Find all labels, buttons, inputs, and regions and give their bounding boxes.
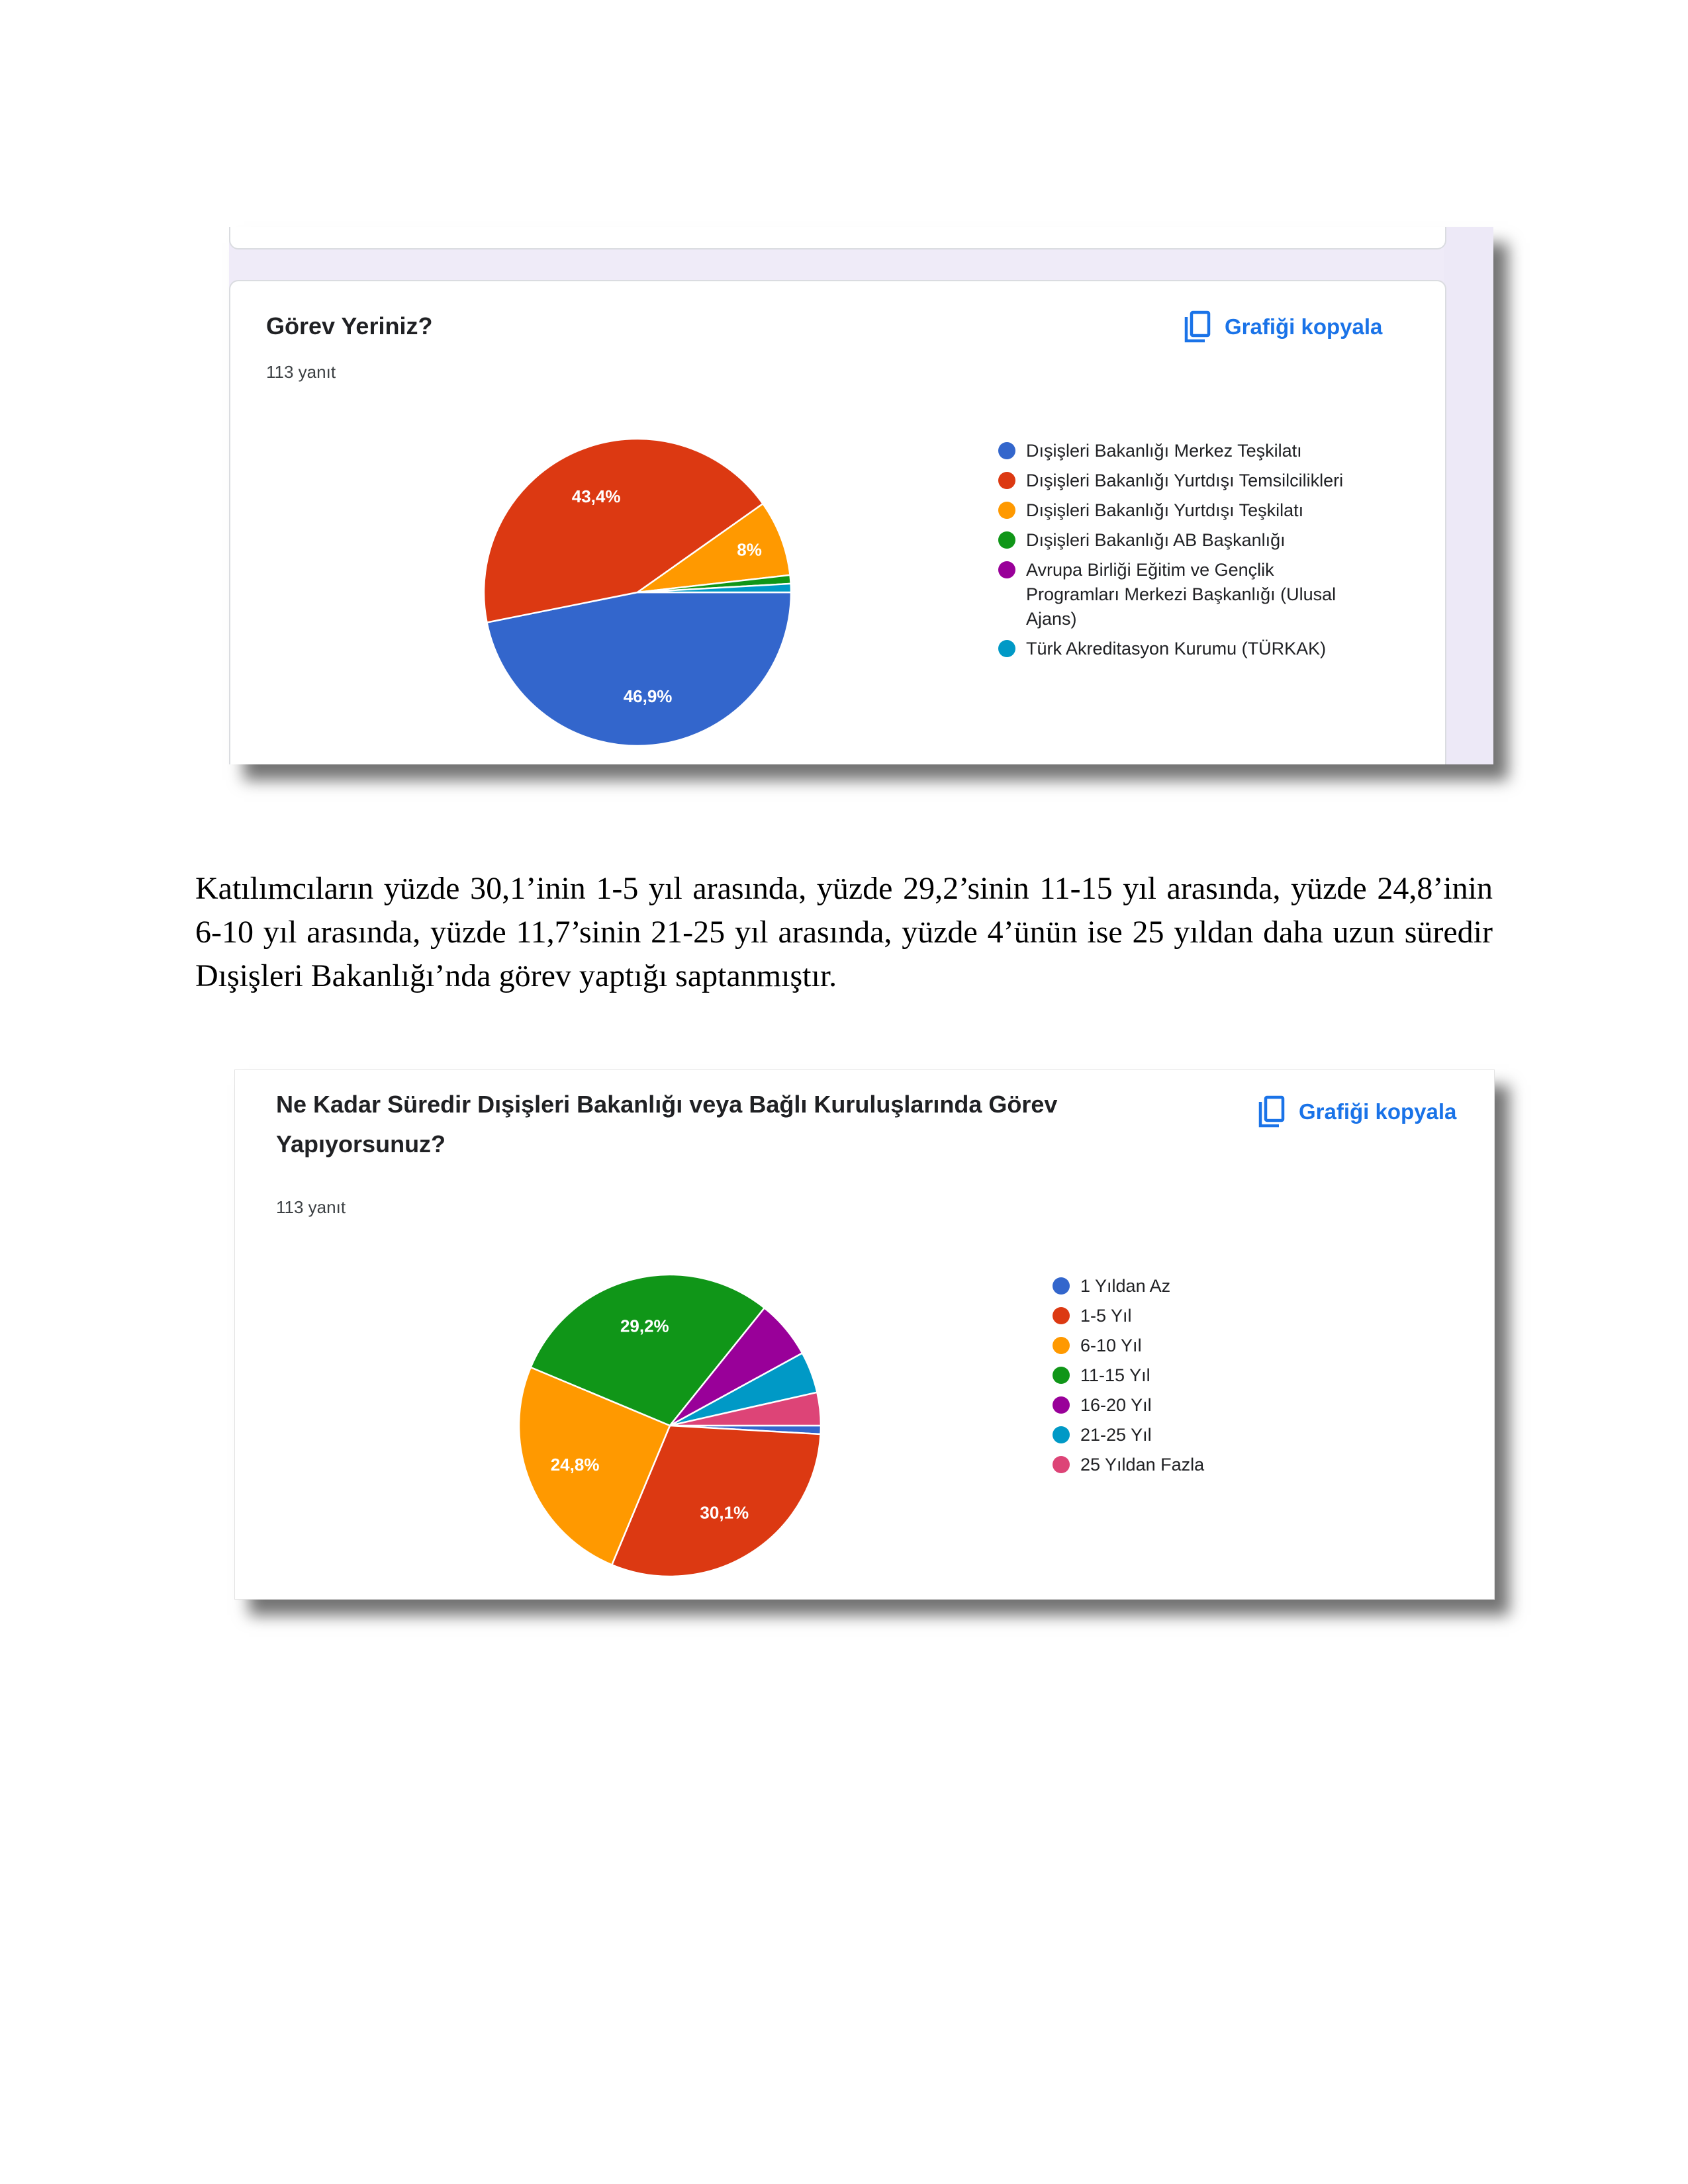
chart-legend bbox=[998, 439, 1369, 666]
form-results-screenshot-1 bbox=[229, 227, 1493, 764]
body-paragraph: Katılımcıların yüzde 30,1’inin 1-5 yıl arasında, yüzde 29,2’sinin 11-15 yıl arasında, yüzde 24,8’inin 6-10 yıl arasında, yüzde 11,7’sinin 21-25 yıl arasında, yüzde 4’ünün ise 25 yıldan daha uzun süredir Dışişleri Bakanlığı’nda görev yaptığı saptanmıştır. bbox=[195, 871, 1493, 993]
copy-chart-button[interactable] bbox=[1184, 310, 1382, 343]
question-title-line-1: Ne Kadar Süredir Dışişleri Bakanlığı veya Bağlı Kuruluşlarında Görev bbox=[276, 1091, 1058, 1118]
legend-swatch bbox=[1053, 1277, 1070, 1295]
legend-swatch bbox=[1053, 1426, 1070, 1443]
legend-swatch bbox=[1053, 1337, 1070, 1354]
legend-label: 6-10 Yıl bbox=[1080, 1336, 1142, 1355]
legend-item-16-20-y-l bbox=[1053, 1393, 1317, 1418]
legend-item-d-sisleri-bakanl-g-ab-baskanl-g bbox=[998, 528, 1369, 553]
legend-label: Avrupa Birliği Eğitim ve Gençlik Programları Merkezi Başkanlığı (Ulusal Ajans) bbox=[1026, 560, 1336, 629]
previous-question-card bbox=[229, 227, 1446, 250]
pie-chart-gorev-suresi bbox=[514, 1270, 825, 1581]
question-title-line-2: Yapıyorsunuz? bbox=[276, 1130, 446, 1158]
legend-label: 1-5 Yıl bbox=[1080, 1306, 1132, 1326]
legend-swatch bbox=[1053, 1396, 1070, 1414]
question-card-gorev-yeri bbox=[229, 280, 1446, 764]
pie-chart-gorev-yeri bbox=[479, 433, 796, 751]
copy-chart-label: Grafiği kopyala bbox=[1299, 1099, 1457, 1124]
legend-label: Dışişleri Bakanlığı Yurtdışı Temsilcilikleri bbox=[1026, 471, 1344, 490]
legend-swatch bbox=[1053, 1456, 1070, 1473]
legend-label: Dışişleri Bakanlığı Merkez Teşkilatı bbox=[1026, 441, 1302, 461]
legend-item-25-y-ldan-fazla bbox=[1053, 1453, 1317, 1477]
legend-swatch bbox=[998, 502, 1015, 519]
legend-label: Dışişleri Bakanlığı AB Başkanlığı bbox=[1026, 530, 1286, 550]
legend-swatch bbox=[998, 640, 1015, 657]
legend-item-11-15-y-l bbox=[1053, 1363, 1317, 1388]
legend-item-1-y-ldan-az bbox=[1053, 1274, 1317, 1298]
copy-icon bbox=[1184, 310, 1213, 343]
question-title: Görev Yeriniz? bbox=[266, 312, 433, 340]
legend-swatch bbox=[1053, 1307, 1070, 1324]
legend-item-21-25-y-l bbox=[1053, 1423, 1317, 1447]
legend-swatch bbox=[1053, 1367, 1070, 1384]
legend-label: 16-20 Yıl bbox=[1080, 1395, 1152, 1415]
legend-item-d-sisleri-bakanl-g-merkez-teskilat bbox=[998, 439, 1369, 463]
legend-swatch bbox=[998, 472, 1015, 489]
pie-slice-d-sisleri-bakanl-g-merkez-teskilat bbox=[487, 592, 791, 746]
response-count: 113 yanıt bbox=[276, 1197, 346, 1217]
pie-data-label: 29,2% bbox=[620, 1316, 669, 1336]
pie-data-label: 8% bbox=[737, 539, 762, 560]
legend-swatch bbox=[998, 561, 1015, 578]
legend-label: 25 Yıldan Fazla bbox=[1080, 1455, 1205, 1475]
legend-swatch bbox=[998, 531, 1015, 549]
scroll-gutter bbox=[1444, 227, 1493, 764]
legend-label: Dışişleri Bakanlığı Yurtdışı Teşkilatı bbox=[1026, 500, 1304, 520]
copy-icon bbox=[1258, 1095, 1287, 1128]
pie-data-label: 43,4% bbox=[571, 486, 621, 507]
legend-label: 1 Yıldan Az bbox=[1080, 1276, 1171, 1296]
chart-legend bbox=[1053, 1274, 1317, 1482]
legend-label: 21-25 Yıl bbox=[1080, 1425, 1152, 1445]
legend-item-1-5-y-l bbox=[1053, 1304, 1317, 1328]
copy-chart-label: Grafiği kopyala bbox=[1225, 314, 1383, 339]
response-count: 113 yanıt bbox=[266, 362, 336, 382]
legend-swatch bbox=[998, 442, 1015, 459]
pie-data-label: 46,9% bbox=[623, 686, 673, 706]
pie-data-label: 24,8% bbox=[550, 1454, 600, 1475]
form-results-screenshot-2 bbox=[234, 1069, 1495, 1600]
legend-label: 11-15 Yıl bbox=[1080, 1365, 1150, 1385]
legend-label: Türk Akreditasyon Kurumu (TÜRKAK) bbox=[1026, 639, 1327, 659]
legend-item-6-10-y-l bbox=[1053, 1334, 1317, 1358]
legend-item-d-sisleri-bakanl-g-yurtd-s-teskilat bbox=[998, 498, 1369, 523]
legend-item-turk-akreditasyon-kurumu-turkak bbox=[998, 637, 1369, 661]
pie-data-label: 30,1% bbox=[700, 1502, 749, 1523]
legend-item-avrupa-birligi-egitim-ve-genclik-programlar-merkezi-baskanl-g-ulusal-ajans bbox=[998, 558, 1369, 631]
copy-chart-button[interactable] bbox=[1258, 1095, 1456, 1128]
legend-item-d-sisleri-bakanl-g-yurtd-s-temsilcilikleri bbox=[998, 469, 1369, 493]
